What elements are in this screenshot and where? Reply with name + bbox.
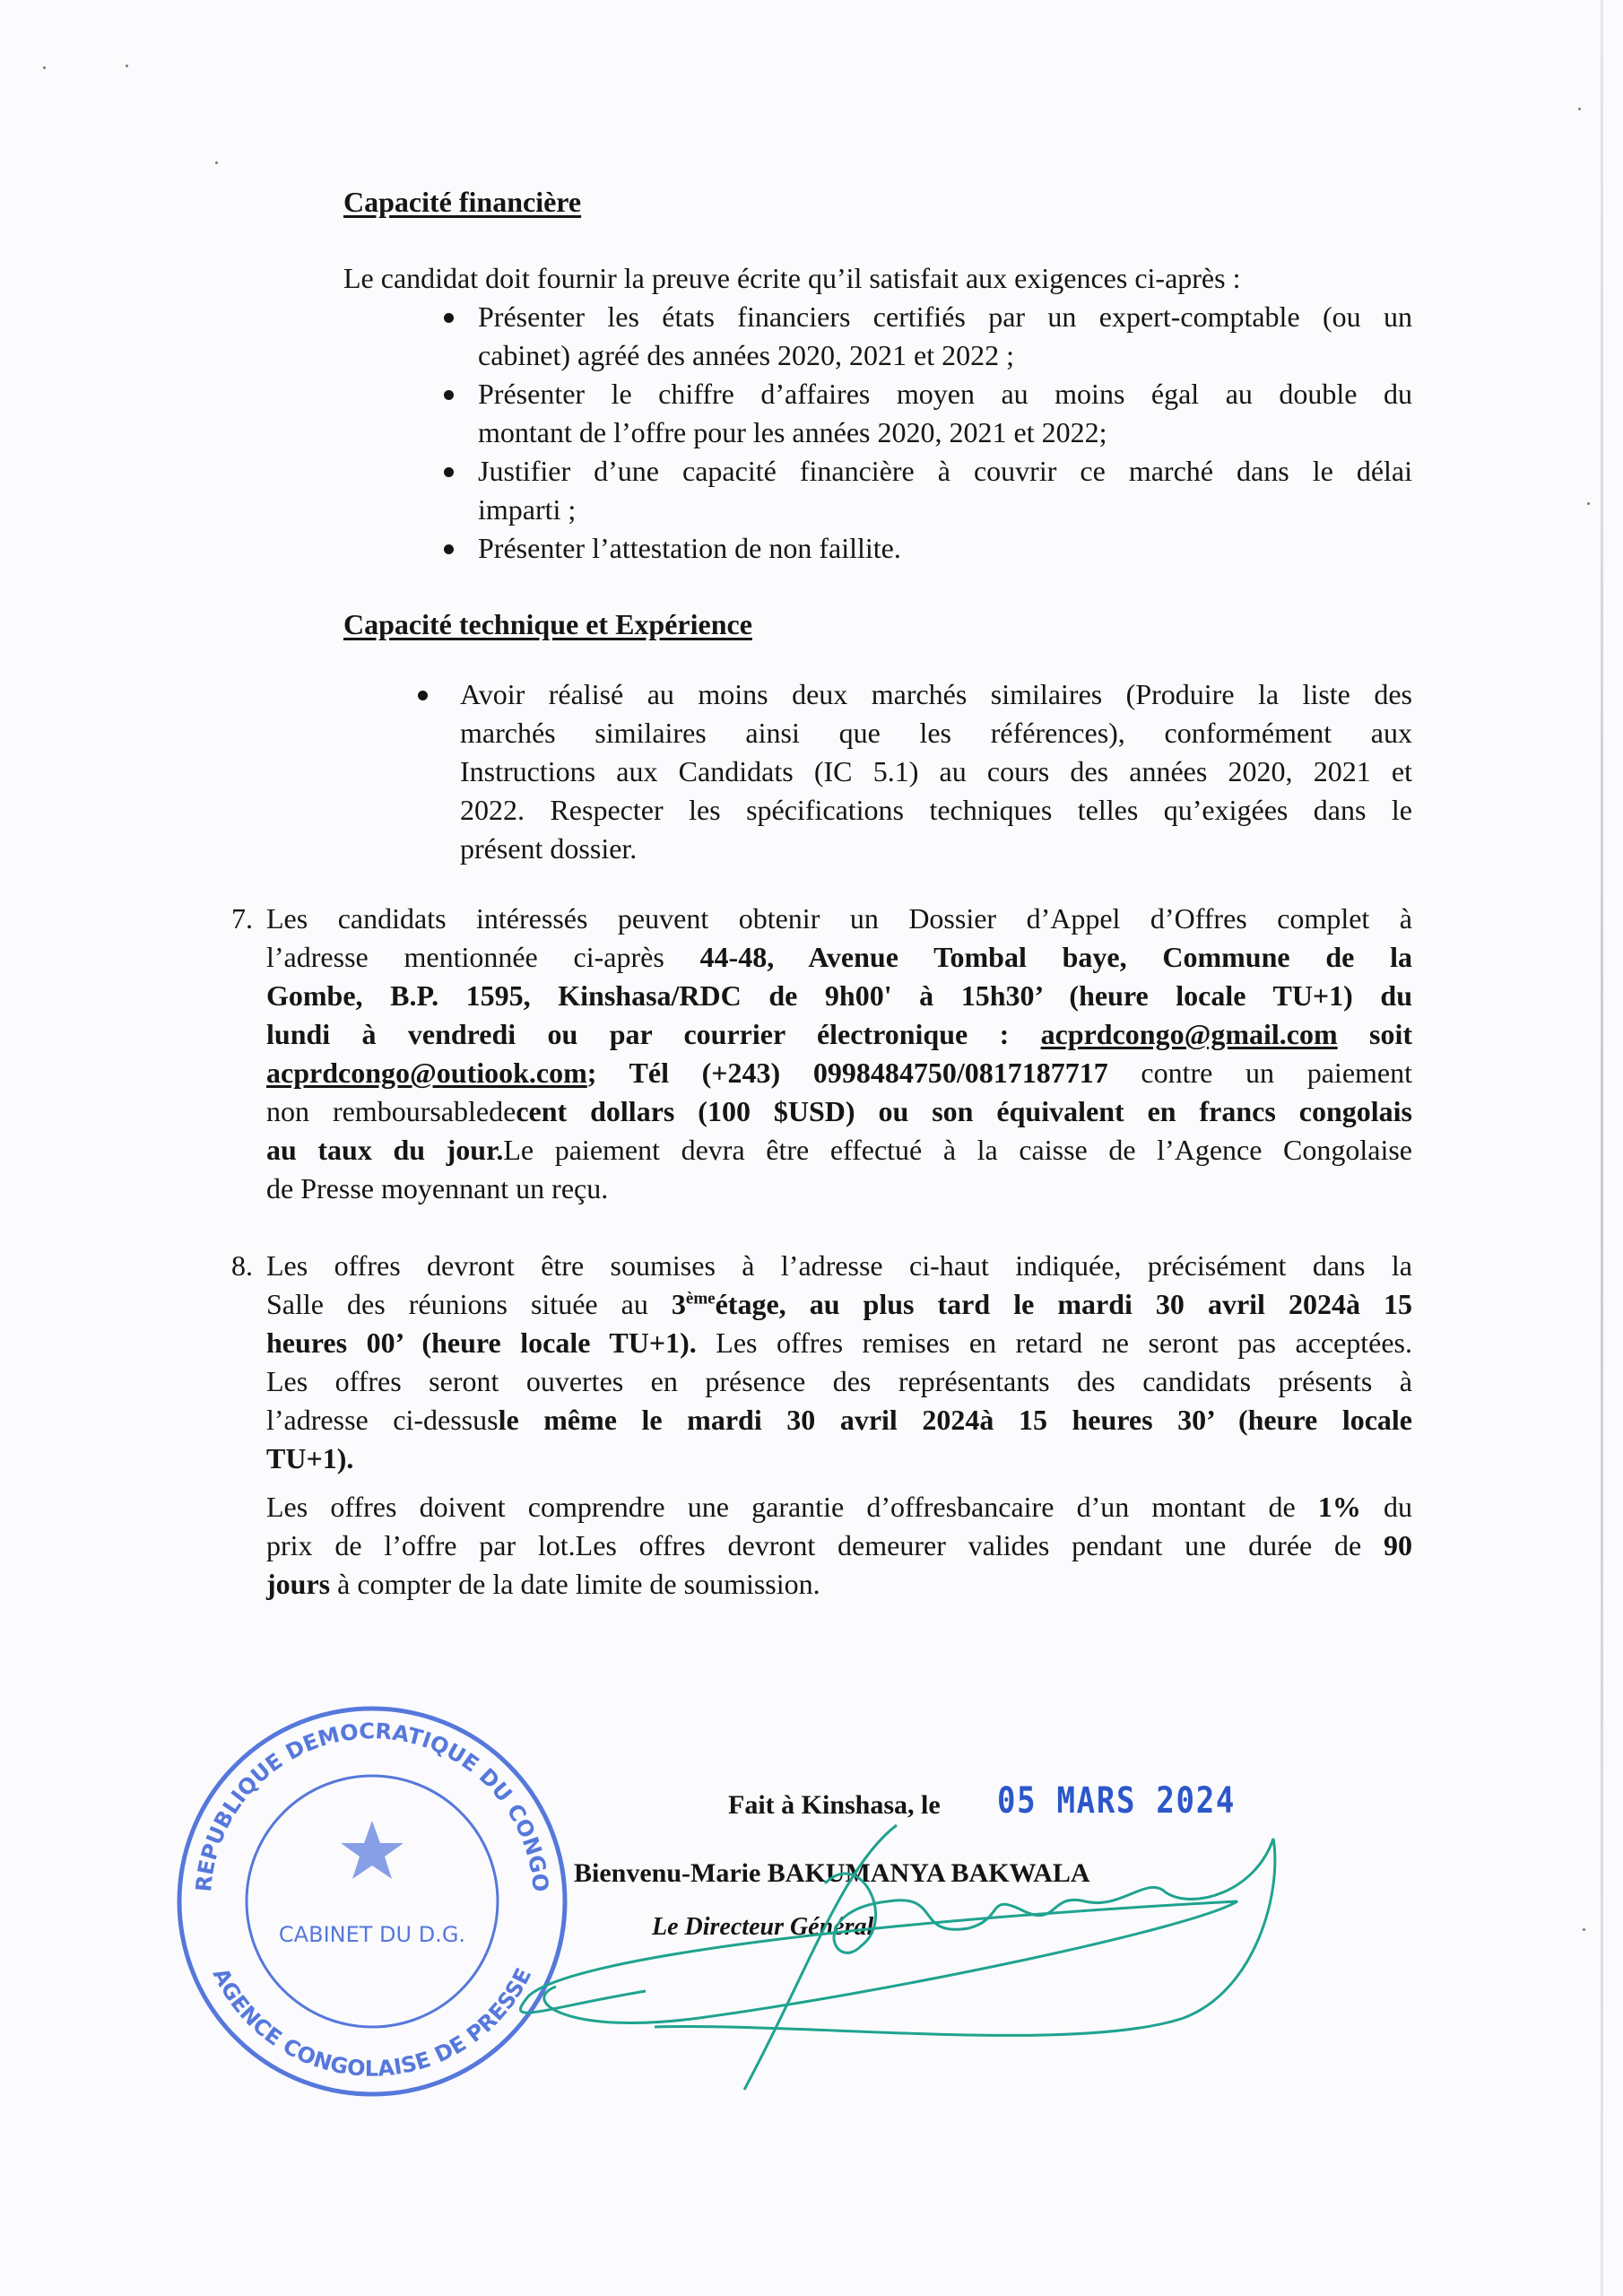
bullet-item	[460, 675, 1412, 868]
text-run: Les offres devront être soumises à l’adresse ci-haut indiquée, précisément dans la	[266, 1249, 1412, 1282]
signature-place: Fait à Kinshasa, le	[728, 1790, 941, 1820]
text-run: lundi à vendredi ou par courrier électronique :	[266, 1018, 1041, 1050]
text-run: TU+1).	[266, 1442, 354, 1474]
svg-text:AGENCE CONGOLAISE DE PRESSE	[208, 1964, 537, 2082]
text-run: non remboursablede	[266, 1095, 516, 1127]
scan-speck	[1583, 1928, 1585, 1931]
bullet-line: Avoir réalisé au moins deux marchés similaires (Produire la liste des	[460, 678, 1412, 710]
text-run: Les offres doivent comprendre une garantie d’offresbancaire d’un montant de	[266, 1491, 1318, 1523]
bullet-line: Présenter les états financiers certifiés par un expert-comptable (ou un	[478, 300, 1412, 333]
text-run: Le paiement devra être effectué à la caisse de l’Agence Congolaise	[503, 1134, 1413, 1166]
bullet-line: montant de l’offre pour les années 2020, 2021 et 2022;	[478, 416, 1107, 448]
text-run: contre un paiement	[1107, 1057, 1413, 1089]
text-run: heures 00’ (heure locale TU+1).	[266, 1326, 697, 1359]
bullet-line: imparti ;	[478, 493, 577, 526]
paragraph-line	[266, 1565, 1412, 1604]
text-run: Salle des réunions située au	[266, 1288, 672, 1320]
paragraph-line	[266, 900, 1412, 938]
text-run: Gombe, B.P. 1595, Kinshasa/RDC de 9h00' à 15h30’ (heure locale TU+1) du	[266, 979, 1412, 1012]
stamp-center-text: CABINET DU D.G.	[278, 1922, 466, 1947]
bullet-icon	[444, 313, 454, 323]
star-icon	[341, 1821, 404, 1879]
bullet-line: Instructions aux Candidats (IC 5.1) au cours des années 2020, 2021 et	[460, 755, 1412, 787]
paragraph-line	[266, 1170, 1412, 1208]
email-link[interactable]: acprdcongo@outiook.com	[266, 1057, 587, 1089]
scan-speck	[215, 161, 218, 164]
paragraph-line	[266, 1401, 1412, 1439]
bullet-icon	[444, 467, 454, 477]
text-run: ème	[685, 1289, 716, 1309]
paragraph-line	[266, 1488, 1412, 1526]
text-run: au taux du jour.	[266, 1134, 504, 1166]
paragraph-line	[266, 977, 1412, 1015]
item-7-paragraph	[266, 900, 1412, 1208]
scan-speck	[126, 65, 128, 67]
text-run: cent dollars (100 $USD) ou son équivalent en francs congolais	[516, 1095, 1413, 1127]
text-run: l’adresse ci-dessus	[266, 1404, 499, 1436]
guarantee-paragraph	[266, 1488, 1412, 1604]
bullet-line: Présenter l’attestation de non faillite.	[478, 532, 901, 564]
paragraph-line	[266, 1439, 1412, 1478]
signatory-name: Bienvenu-Marie BAKUMANYA BAKWALA	[574, 1858, 1090, 1888]
text-run: 3	[671, 1288, 686, 1320]
bullet-item	[478, 375, 1412, 452]
text-run: 1%	[1317, 1491, 1361, 1523]
paragraph-line	[266, 1526, 1412, 1565]
text-run: l’adresse mentionnée ci-après	[266, 941, 700, 973]
paragraph-line	[266, 1092, 1412, 1131]
page-edge-shadow	[1601, 0, 1603, 2296]
paragraph-line	[266, 1362, 1412, 1401]
paragraph-line	[266, 1285, 1412, 1324]
intro-text: Le candidat doit fournir la preuve écrite qu’il satisfait aux exigences ci-après :	[343, 262, 1241, 294]
bullet-line: marchés similaires ainsi que les références), conformément aux	[460, 717, 1412, 749]
bullet-line: 2022. Respecter les spécifications techniques telles qu’exigées dans le	[460, 794, 1412, 826]
item-7-number: 7.	[231, 902, 253, 935]
bullet-line: cabinet) agréé des années 2020, 2021 et 2022 ;	[478, 339, 1015, 371]
bullet-line: présent dossier.	[460, 832, 638, 865]
official-seal-stamp	[179, 1709, 565, 2094]
bullet-icon	[444, 544, 454, 554]
paragraph-line	[266, 1247, 1412, 1285]
bullet-item	[478, 529, 1412, 568]
scan-speck	[1587, 502, 1590, 505]
heading-financial-capacity: Capacité financière	[343, 186, 582, 218]
scan-speck	[43, 66, 46, 69]
text-run: à compter de la date limite de soumission.	[330, 1568, 820, 1600]
heading-technical-capacity: Capacité technique et Expérience	[343, 608, 752, 640]
text-run: ; Tél (+243) 0998484750/0817187717	[586, 1057, 1108, 1089]
stamp-bottom-text: AGENCE CONGOLAISE DE PRESSE	[207, 1963, 537, 2082]
text-run: prix de l’offre par lot.Les offres devront demeurer valides pendant une durée de	[266, 1529, 1384, 1561]
text-run: étage, au plus tard le mardi 30 avril 2024à 15	[715, 1288, 1413, 1320]
text-run: jours	[266, 1568, 331, 1600]
signatory-title: Le Directeur Général	[652, 1913, 874, 1941]
text-run: soit	[1337, 1018, 1413, 1050]
text-run: 44-48, Avenue Tombal baye, Commune de la	[699, 941, 1413, 973]
date-stamp: 05 MARS 2024	[997, 1780, 1237, 1822]
item-8-number: 8.	[231, 1249, 253, 1282]
bullet-line: Présenter le chiffre d’affaires moyen au moins égal au double du	[478, 378, 1412, 410]
bullet-line: Justifier d’une capacité financière à couvrir ce marché dans le délai	[478, 455, 1412, 487]
text-run: Les offres seront ouvertes en présence des représentants des candidats présents à	[266, 1365, 1412, 1397]
text-run: le même le mardi 30 avril 2024à 15 heures 30’ (heure locale	[498, 1404, 1413, 1436]
paragraph-line	[266, 1054, 1412, 1092]
bullet-item	[478, 452, 1412, 529]
scan-speck	[1578, 108, 1581, 110]
text-run: Les candidats intéressés peuvent obtenir un Dossier d’Appel d’Offres complet à	[266, 902, 1412, 935]
email-link[interactable]: acprdcongo@gmail.com	[1040, 1018, 1338, 1050]
text-run: 90	[1384, 1529, 1412, 1561]
financial-intro	[343, 259, 1240, 298]
paragraph-line	[266, 1324, 1412, 1362]
svg-text:REPUBLIQUE DEMOCRATIQUE DU CON	[191, 1718, 553, 1893]
paragraph-line	[266, 938, 1412, 977]
stamp-top-text: REPUBLIQUE DEMOCRATIQUE DU CONGO	[191, 1718, 553, 1893]
bullet-item	[478, 298, 1412, 375]
text-run: du	[1360, 1491, 1413, 1523]
text-run: Les offres remises en retard ne seront pas acceptées.	[696, 1326, 1413, 1359]
item-8-paragraph	[266, 1247, 1412, 1478]
paragraph-line	[266, 1131, 1412, 1170]
paragraph-line	[266, 1015, 1412, 1054]
text-run: de Presse moyennant un reçu.	[266, 1172, 609, 1205]
bullet-icon	[418, 691, 428, 700]
bullet-icon	[444, 390, 454, 400]
